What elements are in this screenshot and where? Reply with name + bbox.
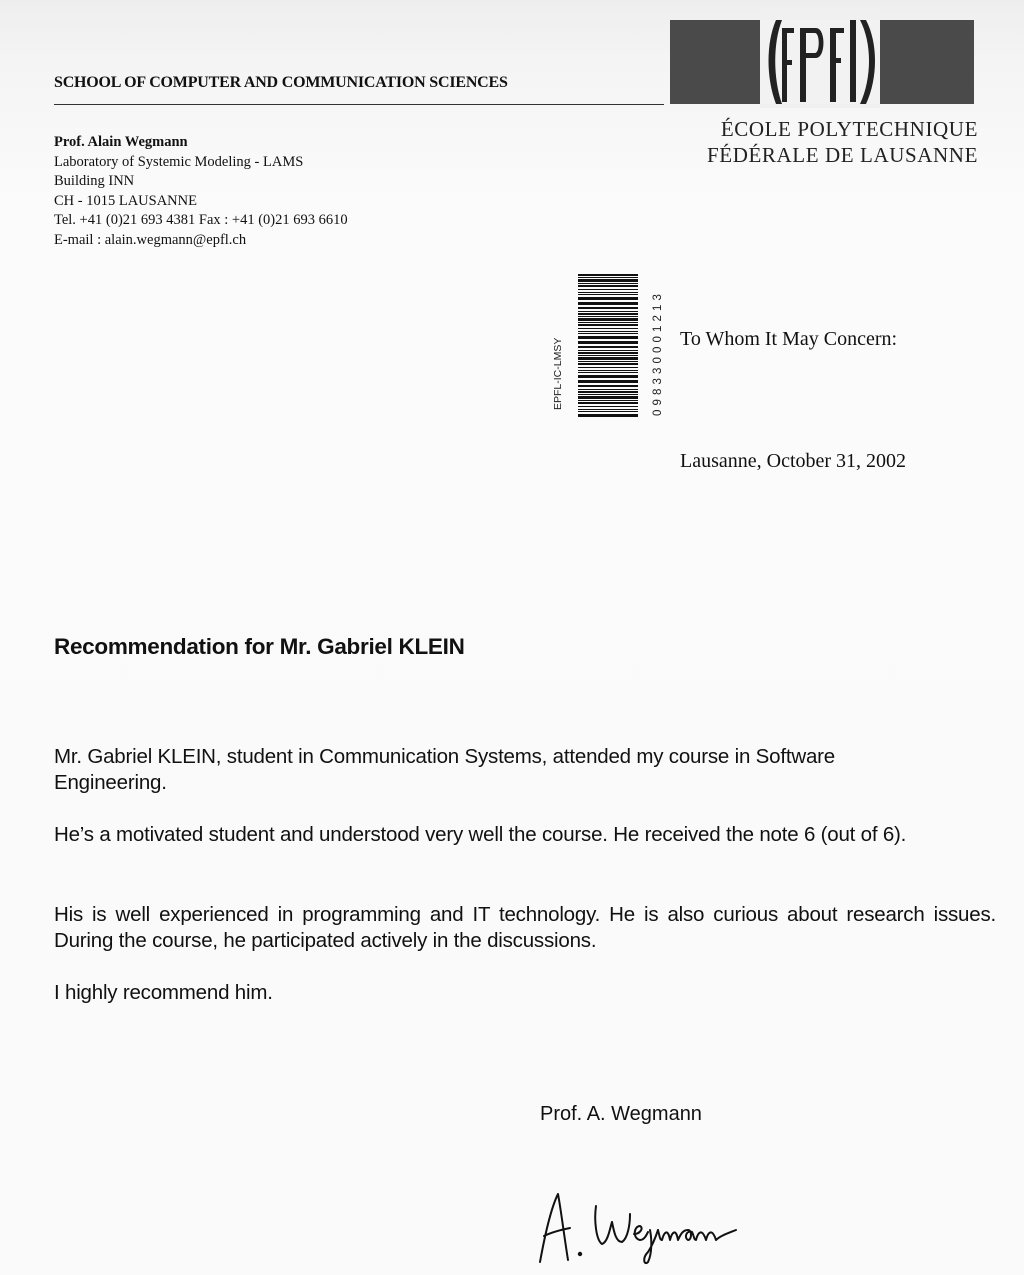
barcode-bar — [578, 346, 638, 348]
salutation: To Whom It May Concern: — [680, 328, 898, 350]
barcode-bar — [578, 336, 638, 339]
paragraph-2: He’s a motivated student and understood very well the course. He received the note 6 (out of 6). — [54, 823, 907, 846]
barcode-digits: 098330001213 — [652, 290, 664, 416]
barcode-bar — [578, 292, 638, 293]
sender-lab: Laboratory of Systemic Modeling - LAMS — [54, 153, 304, 170]
barcode-icon — [578, 272, 638, 420]
barcode-bar — [578, 297, 638, 300]
barcode-bar — [578, 391, 638, 393]
barcode-bar — [578, 409, 638, 410]
barcode-bar — [578, 274, 638, 276]
barcode-bar — [578, 277, 638, 278]
signer-name: Prof. A. Wegmann — [540, 1103, 702, 1125]
barcode-bar — [578, 394, 638, 395]
barcode-bar — [578, 389, 638, 390]
barcode-bar — [578, 307, 638, 309]
barcode-bar — [578, 372, 638, 373]
barcode-bar — [578, 316, 638, 317]
sender-building: Building INN — [54, 173, 135, 189]
sender-block — [54, 133, 348, 250]
barcode-bar — [578, 302, 638, 305]
barcode-bar — [578, 380, 638, 383]
barcode-bar — [578, 370, 638, 371]
barcode-bar — [578, 289, 638, 290]
barcode-bar — [578, 402, 638, 404]
barcode-bar — [578, 341, 638, 344]
letter-title: Recommendation for Mr. Gabriel KLEIN — [54, 634, 465, 659]
barcode-bar — [578, 279, 638, 282]
barcode-bar — [578, 294, 638, 295]
sender-phone-fax: Tel. +41 (0)21 693 4381 Fax : +41 (0)21 693 6610 — [54, 212, 348, 228]
paragraph-1: Mr. Gabriel KLEIN, student in Communication Systems, attended my course in Software Engineering. — [54, 745, 835, 794]
barcode-bar — [578, 363, 638, 365]
barcode-bar — [578, 331, 638, 332]
header-divider — [54, 104, 664, 105]
barcode-bar — [578, 285, 638, 287]
barcode-bar — [578, 324, 638, 326]
barcode-bar — [578, 385, 638, 387]
barcode-bar — [578, 328, 638, 329]
barcode-bar — [578, 352, 638, 354]
barcode-bar — [578, 414, 638, 417]
barcode-bar — [578, 411, 638, 412]
barcode-bar — [578, 375, 638, 378]
barcode-bar — [578, 367, 638, 368]
barcode-bar — [578, 406, 638, 407]
barcode-bar — [578, 396, 638, 399]
barcode-bar — [578, 333, 638, 334]
barcode-bar — [578, 350, 638, 351]
barcode-bar — [578, 283, 638, 284]
signature-icon — [530, 1180, 790, 1270]
barcode-bar — [578, 355, 638, 356]
institution-name — [668, 116, 978, 168]
barcode-bar — [578, 313, 638, 315]
barcode-bar — [578, 318, 638, 321]
sender-email: E-mail : alain.wegmann@epfl.ch — [54, 231, 247, 248]
institution-name-line1: ÉCOLE POLYTECHNIQUE — [720, 117, 978, 141]
barcode-label: EPFL-IC-LMSY — [552, 337, 564, 410]
epfl-logo-icon — [760, 8, 880, 108]
paragraph-3: His is well experienced in programming and IT technology. He is also curious about research issues. During the course, he participated actively in the discussions. — [54, 903, 996, 952]
barcode-bar — [578, 322, 638, 323]
sender-name: Prof. Alain Wegmann — [54, 134, 188, 150]
barcode-bar — [578, 311, 638, 312]
paragraph-4: I highly recommend him. — [54, 981, 273, 1004]
school-header: SCHOOL OF COMPUTER AND COMMUNICATION SCIENCES — [54, 74, 508, 91]
barcode-bar — [578, 361, 638, 362]
institution-name-line2: FÉDÉRALE DE LAUSANNE — [707, 143, 978, 167]
place-and-date: Lausanne, October 31, 2002 — [680, 450, 907, 472]
barcode-bar — [578, 400, 638, 401]
barcode-bar — [578, 357, 638, 360]
sender-city: CH - 1015 LAUSANNE — [54, 192, 197, 209]
